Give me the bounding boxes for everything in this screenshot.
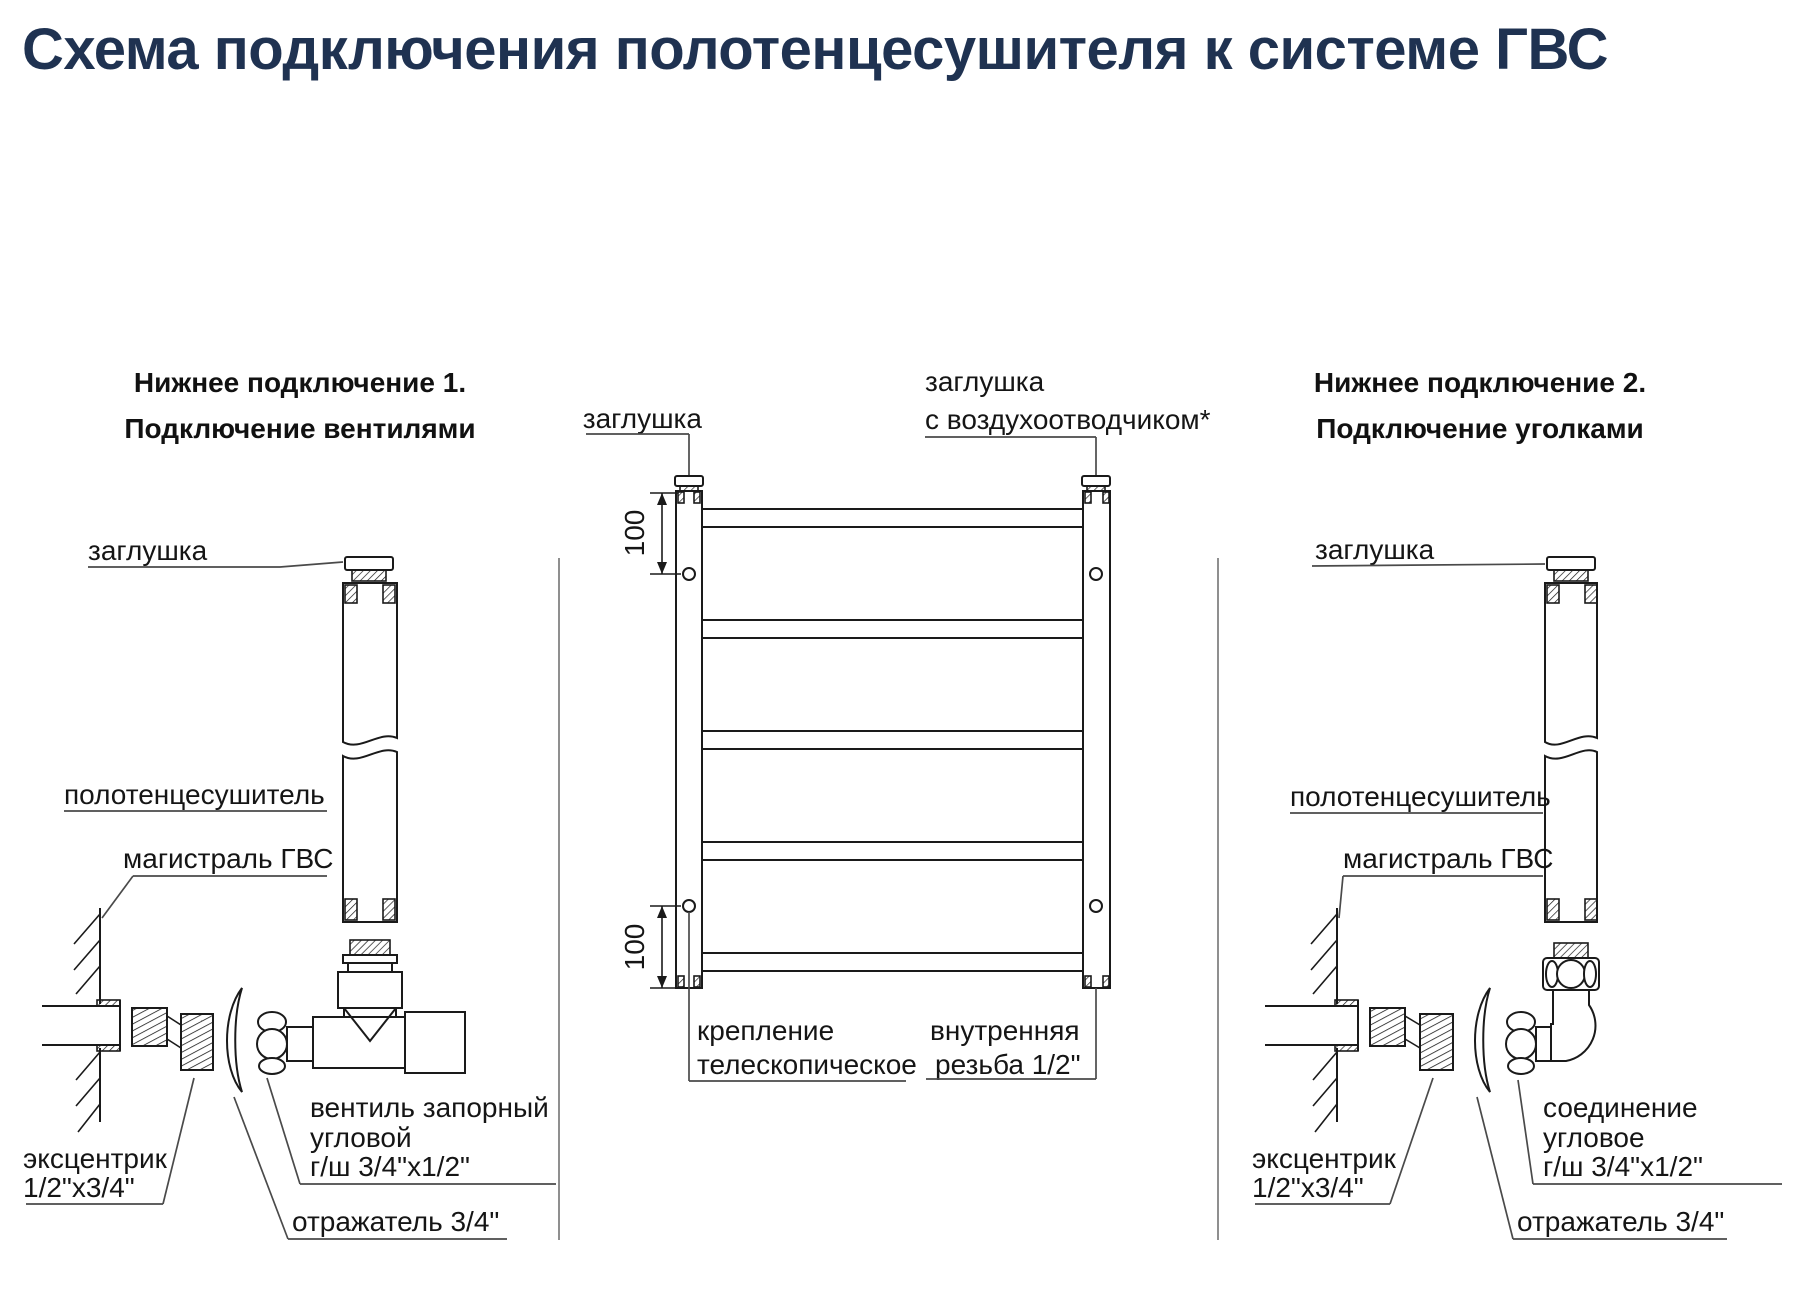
right-elbow-label-line2: угловое [1543,1122,1645,1153]
dimension-top-100 [619,493,681,574]
right-reflector-label: отражатель 3/4" [1517,1206,1725,1237]
rail-tube-threads [678,492,1109,987]
right-plug-label: заглушка [1315,534,1435,565]
right-main-line-label: магистраль ГВС [1343,843,1554,874]
dimension-bottom-100 [619,906,681,988]
left-supply-pipe [42,1000,120,1051]
towel-rail-drawing [583,366,1211,1081]
right-eccentric-label-line1: эксцентрик [1252,1143,1396,1174]
right-connection-diagram [1252,534,1782,1239]
left-angle-valve [257,940,465,1074]
right-plug-cap [1547,557,1595,581]
mount-label-line1: крепление [697,1015,835,1046]
center-air-vent-plug-label-line1: заглушка [925,366,1045,397]
right-eccentric-label-line2: 1/2"х3/4" [1252,1172,1364,1203]
left-section-heading-line1: Нижнее подключение 1. [133,367,467,398]
center-air-vent-plug-label-line2: с воздухоотводчиком* [925,404,1211,435]
right-reflector [1475,988,1490,1092]
left-eccentric [132,1008,213,1070]
left-eccentric-label-line1: эксцентрик [23,1143,167,1174]
left-eccentric-label-line2: 1/2"х3/4" [23,1172,135,1203]
left-riser-upper [343,583,397,745]
right-supply-pipe [1265,1000,1358,1051]
left-valve-label-line3: г/ш 3/4"х1/2" [310,1151,470,1182]
left-riser-lower [343,750,397,922]
page-title: Схема подключения полотенцесушителя к системе ГВС [22,17,1609,82]
mount-label-line2: телескопическое [697,1049,917,1080]
rail-crossbars [702,509,1083,971]
inner-thread-label-line1: внутренняя [930,1015,1080,1046]
left-plug-label: заглушка [88,535,208,566]
left-reflector [227,988,242,1092]
right-eccentric [1370,1008,1453,1070]
rail-right-tube [1083,491,1110,988]
left-plug-cap [345,557,393,581]
right-riser-upper [1545,583,1597,745]
left-reflector-label: отражатель 3/4" [292,1206,500,1237]
right-riser-lower [1545,750,1597,922]
inner-thread-label-line2: резьба 1/2" [935,1049,1081,1080]
right-angle-union [1506,943,1599,1074]
right-section-heading-line2: Подключение уголками [1316,413,1644,444]
left-section-heading-line2: Подключение вентилями [124,413,476,444]
left-connection-diagram [23,535,556,1239]
dim-bottom-value: 100 [619,923,650,971]
left-main-line-label: магистраль ГВС [123,843,334,874]
left-wall-hatching [74,908,100,1132]
right-elbow-label-line3: г/ш 3/4"х1/2" [1543,1151,1703,1182]
rail-plug-caps [675,476,1110,491]
right-towel-rail-label: полотенцесушитель [1290,781,1551,812]
right-elbow-label-line1: соединение [1543,1092,1698,1123]
left-valve-label-line1: вентиль запорный [310,1092,549,1123]
left-valve-label-line2: угловой [310,1122,412,1153]
left-towel-rail-label: полотенцесушитель [64,779,325,810]
right-wall-hatching [1311,908,1337,1132]
right-section-heading-line1: Нижнее подключение 2. [1313,367,1647,398]
dim-top-value: 100 [619,509,650,557]
center-plug-label: заглушка [582,403,702,434]
